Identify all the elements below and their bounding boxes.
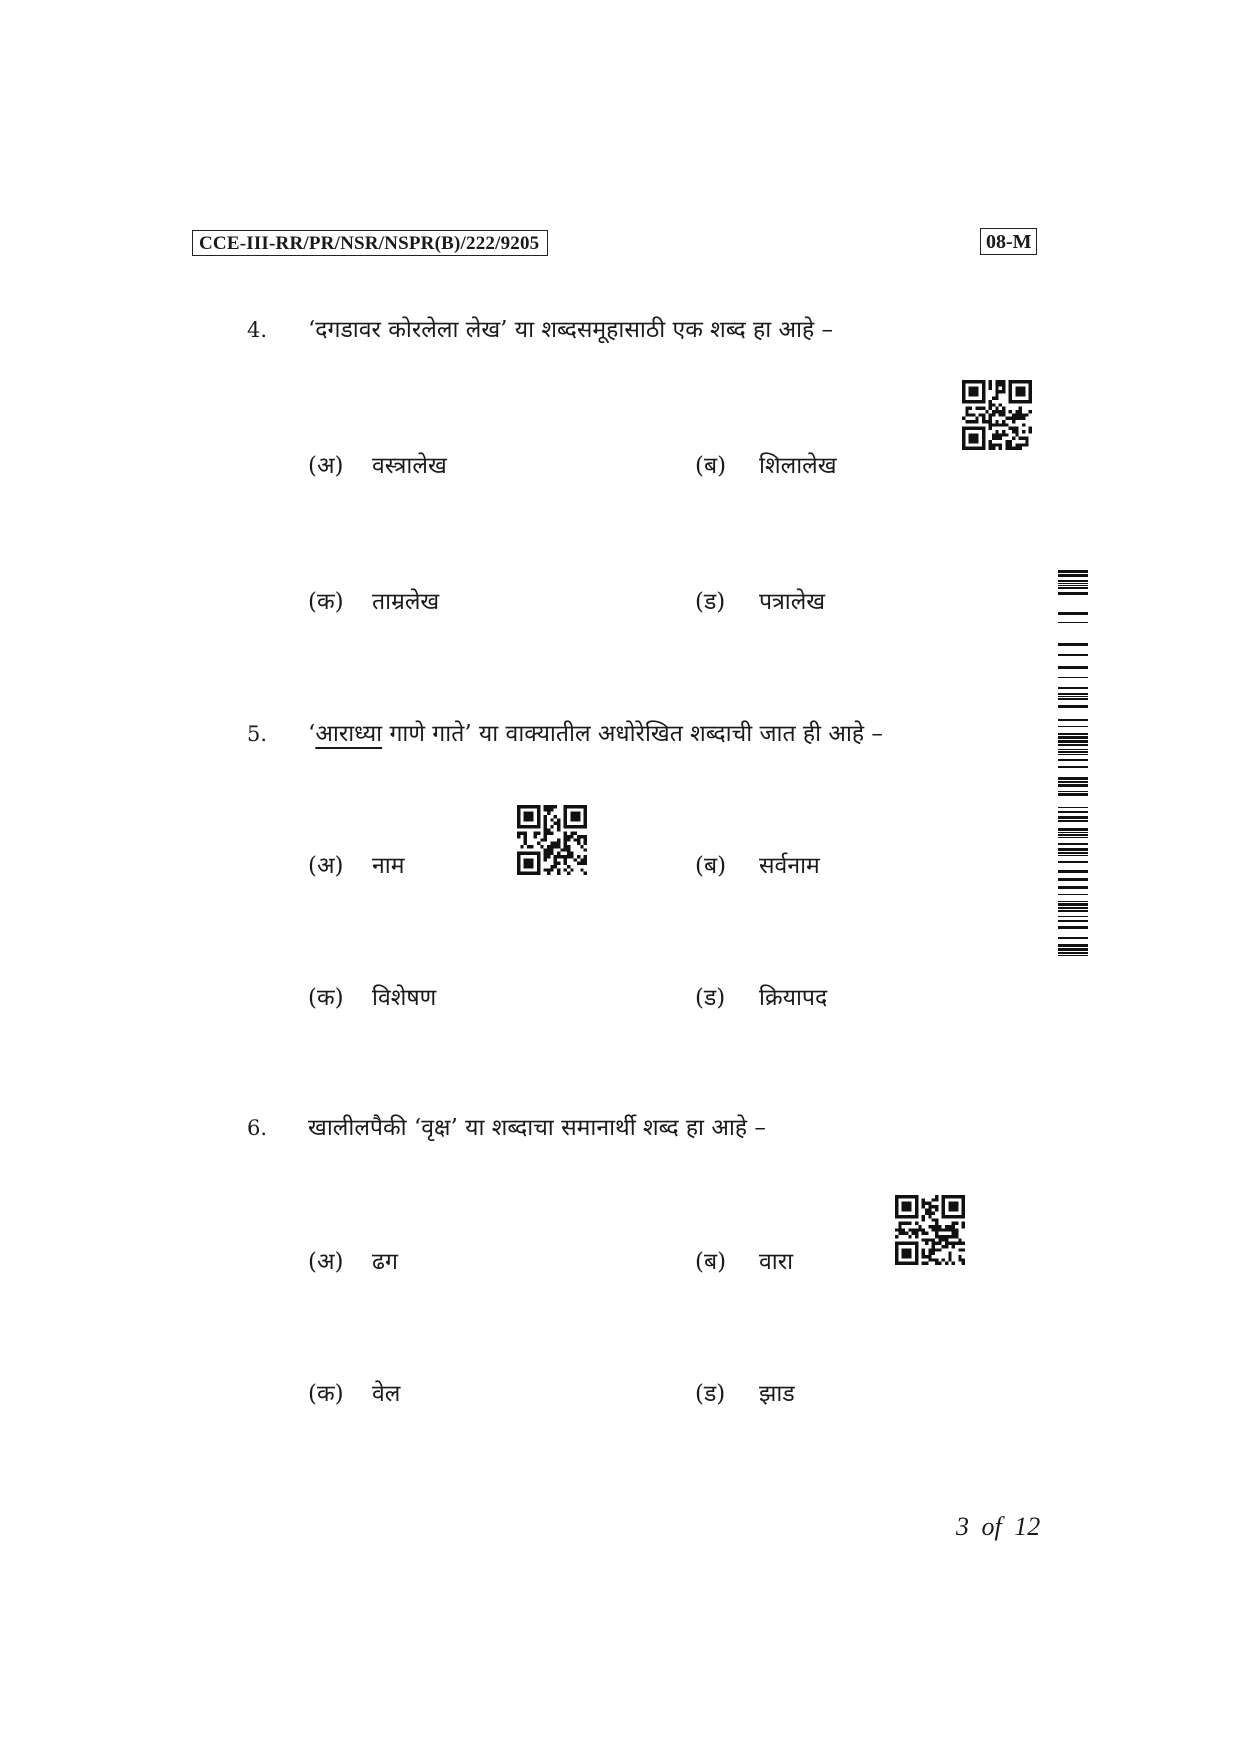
question-text: खालीलपैकी ‘वृक्ष’ या शब्दाचा समानार्थी शब्द हा आहे – — [308, 1115, 766, 1141]
option-text: झाड — [759, 1381, 795, 1407]
option-a[interactable] — [308, 848, 404, 880]
option-text: विशेषण — [372, 985, 437, 1011]
underlined-word: आराध्या — [315, 721, 383, 747]
option-d[interactable] — [695, 584, 825, 616]
option-label: (क) — [308, 985, 344, 1011]
option-label: (अ) — [308, 453, 344, 479]
option-c[interactable] — [308, 584, 439, 616]
option-label: (ड) — [695, 1381, 726, 1407]
option-label: (अ) — [308, 853, 344, 879]
question-text — [308, 716, 883, 748]
option-text: वारा — [759, 1249, 794, 1275]
option-b[interactable] — [695, 1244, 793, 1276]
option-text: वेल — [372, 1381, 401, 1407]
option-b[interactable] — [695, 448, 837, 480]
option-label: (क) — [308, 1381, 344, 1407]
option-label: (ब) — [695, 853, 727, 879]
question-text: ‘दगडावर कोरलेला लेख’ या शब्दसमूहासाठी एक शब्द हा आहे – — [308, 317, 834, 343]
option-text: क्रियापद — [759, 985, 828, 1011]
question-text-rest: गाणे गाते’ या वाक्यातील अधोरेखित शब्दाची जात ही आहे – — [382, 721, 883, 747]
option-label: (अ) — [308, 1249, 344, 1275]
paper-code: CCE-III-RR/PR/NSR/NSPR(B)/222/9205 — [192, 230, 548, 256]
option-c[interactable] — [308, 980, 436, 1012]
question-number: 4. — [247, 318, 268, 342]
option-text: सर्वनाम — [759, 853, 820, 879]
option-d[interactable] — [695, 1376, 795, 1408]
qr-code-icon — [517, 805, 587, 875]
option-text: ढग — [372, 1249, 398, 1275]
question-text-quote: ‘ — [308, 721, 316, 747]
option-label: (क) — [308, 589, 344, 615]
option-label: (ब) — [695, 1249, 727, 1275]
qr-code-icon — [895, 1195, 965, 1265]
barcode-icon — [1058, 570, 1088, 956]
option-b[interactable] — [695, 848, 820, 880]
option-text: पत्रालेख — [759, 589, 826, 615]
qr-code-icon — [962, 380, 1032, 450]
option-text: ताम्रलेख — [372, 589, 440, 615]
option-text: वस्त्रालेख — [372, 453, 447, 479]
option-label: (ड) — [695, 985, 726, 1011]
option-d[interactable] — [695, 980, 827, 1012]
option-label: (ब) — [695, 453, 727, 479]
option-c[interactable] — [308, 1376, 400, 1408]
question-number: 6. — [247, 1116, 268, 1140]
option-text: नाम — [372, 853, 405, 879]
option-label: (ड) — [695, 589, 726, 615]
option-a[interactable] — [308, 448, 447, 480]
set-code: 08-M — [980, 228, 1037, 255]
option-a[interactable] — [308, 1244, 398, 1276]
question-number: 5. — [247, 722, 268, 746]
option-text: शिलालेख — [759, 453, 837, 479]
page-number: 3 of 12 — [956, 1512, 1041, 1541]
